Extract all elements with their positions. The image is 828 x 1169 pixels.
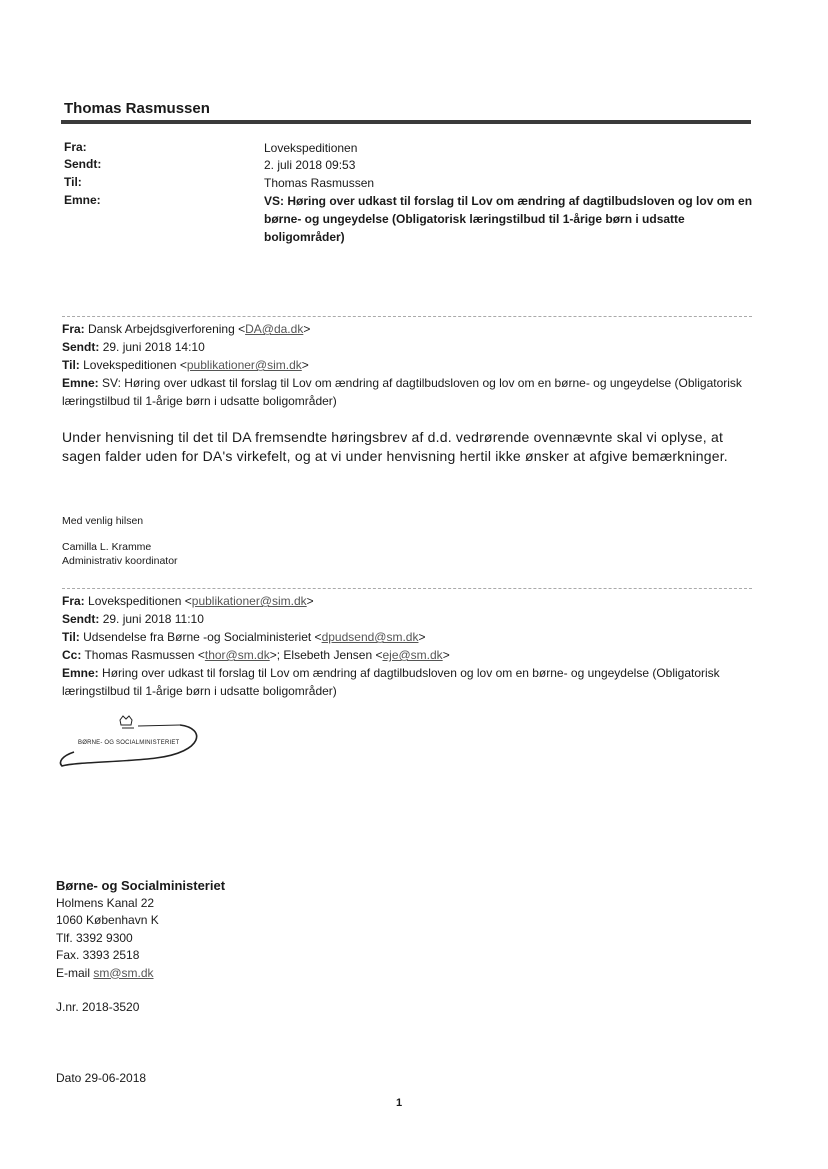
ministry-phone: Tlf. 3392 9300 [56, 930, 133, 945]
msg2-cc-close: > [442, 648, 450, 662]
msg1-sig-title: Administrativ koordinator [62, 555, 178, 567]
msg2-header [62, 592, 762, 700]
msg1-to-close: > [301, 358, 309, 372]
msg2-cc-email1-link[interactable]: thor@sm.dk [204, 648, 270, 662]
msg1-to-email-link[interactable]: publikationer@sim.dk [186, 358, 302, 372]
to-label: Til: [64, 175, 82, 189]
msg1-to-label: Til: [62, 358, 80, 372]
divider [62, 588, 752, 589]
msg2-cc-name1: Thomas Rasmussen < [84, 648, 205, 662]
divider [62, 316, 752, 317]
msg2-subject-label: Emne: [62, 666, 99, 680]
msg1-body: Under henvisning til det til DA fremsendte høringsbrev af d.d. vedrørende ovennævnte skal vi oplyse, at sagen falder uden for DA's virkefelt, og at vi under henvisning hertil ikke ønsker at afgive bemærkninger. [62, 429, 728, 464]
msg2-to-close: > [418, 630, 426, 644]
msg2-from-email-link[interactable]: publikationer@sim.dk [191, 594, 307, 608]
msg1-sig-name: Camilla L. Kramme [62, 541, 152, 553]
subject-label: Emne: [64, 193, 101, 207]
header-rule [61, 120, 751, 124]
msg2-to-email-link[interactable]: dpudsend@sm.dk [321, 630, 419, 644]
ministry-email-label: E-mail [56, 965, 94, 980]
subject-value: VS: Høring over udkast til forslag til Lov om ændring af dagtilbudsloven og lov om en børne- og ungeydelse (Obligatorisk læringstilbud til 1-årige børn i udsatte boligområder) [264, 194, 753, 244]
ministry-street: Holmens Kanal 22 [56, 895, 155, 910]
msg2-subject-value: Høring over udkast til forslag til Lov om ændring af dagtilbudsloven og lov om en børne- og ungeydelse (Obligatorisk læringstilbud til 1-årige børn i udsatte boligområder) [62, 666, 720, 698]
page-number: 1 [396, 1097, 403, 1109]
msg2-to-name: Udsendelse fra Børne -og Socialministeriet < [83, 630, 322, 644]
to-value: Thomas Rasmussen [264, 176, 375, 190]
ministry-name: Børne- og Socialministeriet [56, 878, 226, 893]
msg2-from-close: > [306, 594, 314, 608]
from-label: Fra: [64, 140, 87, 154]
ministry-city: 1060 København K [56, 913, 159, 927]
msg1-from-label: Fra: [62, 322, 85, 336]
msg1-from-close: > [303, 322, 311, 336]
ministry-address [56, 877, 225, 982]
from-value: Lovekspeditionen [264, 141, 358, 155]
msg2-from-name: Lovekspeditionen < [88, 594, 192, 608]
msg1-from-email-link[interactable]: DA@da.dk [245, 322, 304, 336]
msg1-header [62, 320, 762, 410]
msg2-sent-label: Sendt: [62, 612, 100, 626]
msg1-subject-label: Emne: [62, 376, 99, 390]
ministry-email-link[interactable]: sm@sm.dk [93, 965, 154, 980]
msg1-subject-value: SV: Høring over udkast til forslag til Lov om ændring af dagtilbudsloven og lov om en børne- og ungeydelse (Obligatorisk læringstilbud til 1-årige børn i udsatte boligområder) [62, 376, 742, 408]
msg2-cc-label: Cc: [62, 648, 82, 662]
msg1-sent-label: Sendt: [62, 340, 100, 354]
journal-number: J.nr. 2018-3520 [56, 1000, 140, 1014]
date-line: Dato 29-06-2018 [56, 1071, 147, 1085]
msg1-sent-value: 29. juni 2018 14:10 [102, 340, 205, 354]
msg2-cc-mid: >; Elsebeth Jensen < [269, 648, 383, 662]
ministry-fax: Fax. 3393 2518 [56, 948, 140, 962]
msg2-from-label: Fra: [62, 594, 85, 608]
msg2-sent-value: 29. juni 2018 11:10 [102, 612, 204, 626]
msg2-cc-email2-link[interactable]: eje@sm.dk [382, 648, 443, 662]
msg1-greeting: Med venlig hilsen [62, 515, 144, 527]
msg1-to-name: Lovekspeditionen < [83, 358, 187, 372]
msg1-from-name: Dansk Arbejdsgiverforening < [88, 322, 246, 336]
sent-value: 2. juli 2018 09:53 [264, 158, 356, 172]
sender-name: Thomas Rasmussen [64, 100, 210, 117]
msg2-to-label: Til: [62, 630, 80, 644]
sent-label: Sendt: [64, 157, 102, 171]
logo-text: BØRNE- OG SOCIALMINISTERIET [78, 740, 180, 746]
ministry-logo [56, 712, 206, 772]
